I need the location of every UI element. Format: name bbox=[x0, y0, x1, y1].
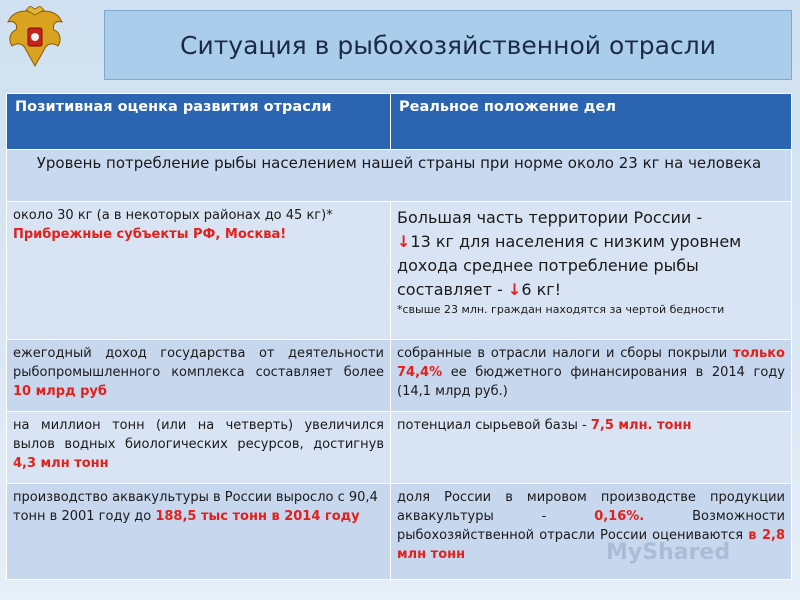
row3-right-highlight: 7,5 млн. тонн bbox=[590, 418, 692, 433]
table-row bbox=[7, 484, 792, 580]
header-real: Реальное положение дел bbox=[391, 94, 792, 150]
row3-left-text: на миллион тонн (или на четверть) увеличился вылов водных биологических ресурсов, достигнув bbox=[13, 418, 384, 452]
row3-right bbox=[391, 412, 792, 484]
table-row bbox=[7, 412, 792, 484]
row4-left bbox=[7, 484, 391, 580]
page-title: Ситуация в рыбохозяйственной отрасли bbox=[180, 30, 716, 60]
row1-left-text: около 30 кг (а в некоторых районах до 45 кг)* bbox=[13, 208, 333, 223]
consumption-band: Уровень потребление рыбы населением нашей страны при норме около 23 кг на человека bbox=[7, 150, 792, 202]
consumption-band-row bbox=[7, 150, 792, 202]
row4-left-text: производство аквакультуры в России выросло с 90,4 тонн в 2001 году до bbox=[13, 490, 378, 524]
row2-left-text: ежегодный доход государства от деятельности рыбопромышленного комплекса составляет более bbox=[13, 346, 384, 380]
row1-right-line2: 13 кг для населения с низким уровнем дохода среднее потребление рыбы составляет - bbox=[397, 232, 742, 299]
row1-right bbox=[391, 202, 792, 340]
row2-right-highlight: только 74,4% bbox=[397, 346, 785, 380]
row1-left bbox=[7, 202, 391, 340]
row2-left-highlight: 10 млрд руб bbox=[13, 384, 107, 399]
title-banner bbox=[104, 10, 792, 80]
row1-right-line1: Большая часть территории России - bbox=[397, 208, 703, 227]
row4-left-highlight: 188,5 тыс тонн в 2014 году bbox=[155, 509, 360, 524]
row2-right bbox=[391, 340, 792, 412]
down-arrow-icon: ↓ bbox=[397, 232, 411, 251]
row4-right bbox=[391, 484, 792, 580]
row4-right-highlight1: 0,16%. bbox=[594, 509, 645, 524]
watermark-logo: MyShared bbox=[606, 540, 731, 565]
row3-left bbox=[7, 412, 391, 484]
row2-left bbox=[7, 340, 391, 412]
row3-left-highlight: 4,3 млн тонн bbox=[13, 456, 109, 471]
row1-left-highlight: Прибрежные субъекты РФ, Москва! bbox=[13, 227, 287, 242]
row4-right-text1: доля России в мировом производстве продукции аквакультуры - bbox=[397, 490, 785, 524]
row4-right-highlight2: в 2,8 млн тонн bbox=[397, 528, 785, 562]
header-positive: Позитивная оценка развития отрасли bbox=[7, 94, 391, 150]
row4-right-text2: Возможности рыбохозяйственной отрасли России оцениваются bbox=[397, 509, 786, 543]
table-row bbox=[7, 202, 792, 340]
table-header-row bbox=[7, 94, 792, 150]
row1-right-value: 6 кг! bbox=[521, 280, 562, 299]
down-arrow-icon: ↓ bbox=[507, 280, 522, 299]
comparison-table bbox=[6, 93, 792, 580]
row1-right-main bbox=[397, 206, 785, 302]
row3-right-text: потенциал сырьевой базы - bbox=[397, 418, 591, 433]
row2-right-text1: собранные в отрасли налоги и сборы покрыли bbox=[397, 346, 734, 361]
table-row bbox=[7, 340, 792, 412]
row1-right-note: *свыше 23 млн. граждан находятся за чертой бедности bbox=[397, 303, 725, 316]
russian-emblem-icon bbox=[4, 6, 66, 72]
row2-right-text2: ее бюджетного финансирования в 2014 году (14,1 млрд руб.) bbox=[397, 365, 785, 399]
